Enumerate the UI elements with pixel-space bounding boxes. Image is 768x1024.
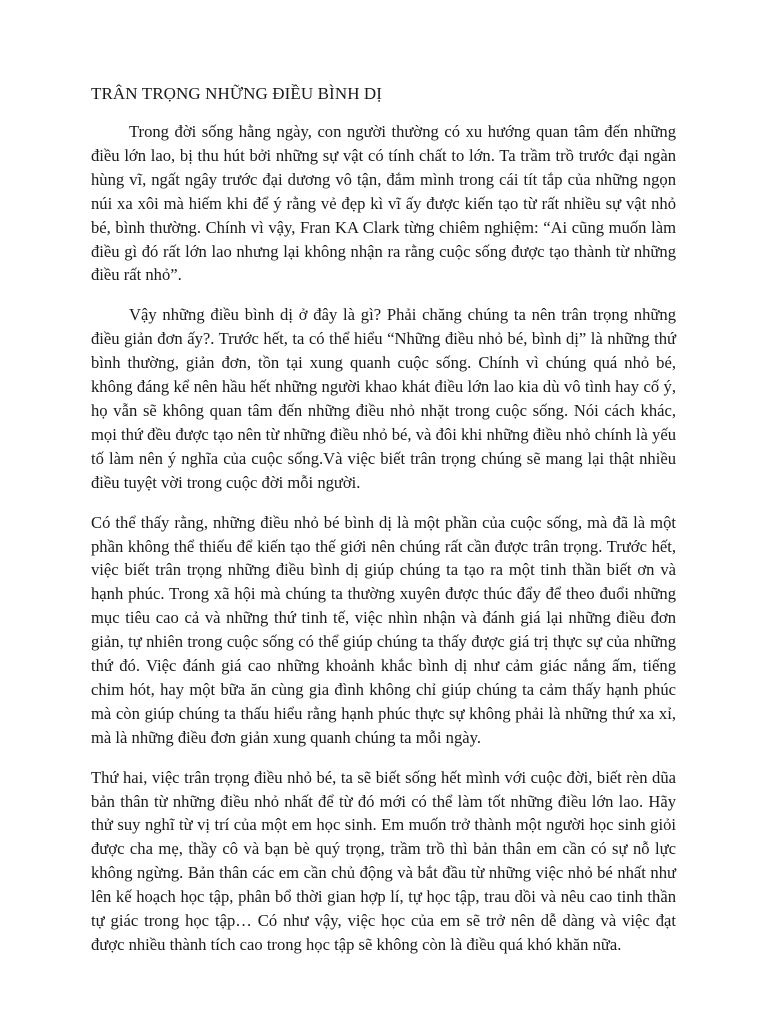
document-title: TRÂN TRỌNG NHỮNG ĐIỀU BÌNH DỊ	[91, 84, 383, 103]
paragraph-4: Thứ hai, việc trân trọng điều nhỏ bé, ta sẽ biết sống hết mình với cuộc đời, biết rèn dũa bản thân từ những điều nhỏ nhất để từ đó mới có thể làm tốt những điều lớn lao. Hãy thử suy nghĩ từ vị trí của một em học sinh. Em muốn trở thành một người học sinh giỏi được cha mẹ, thầy cô và bạn bè quý trọng, trầm trồ thì bản thân em cần có sự nỗ lực không ngừng. Bản thân các em cần chủ động và bắt đầu từ những việc nhỏ bé nhất như lên kế hoạch học tập, phân bổ thời gian hợp lí, tự học tập, trau dồi và nêu cao tinh thần tự giác trong học tập… Có như vậy, việc học của em sẽ trở nên dễ dàng và việc đạt được nhiều thành tích cao trong học tập sẽ không còn là điều quá khó khăn nữa.	[91, 767, 676, 954]
paragraph-3: Có thể thấy rằng, những điều nhỏ bé bình dị là một phần của cuộc sống, mà đã là một phần không thể thiếu để kiến tạo thế giới nên chúng rất cần được trân trọng. Trước hết, việc biết trân trọng những điều bình dị giúp chúng ta tạo ra một tinh thần biết ơn và hạnh phúc. Trong xã hội mà chúng ta thường xuyên được thúc đẩy để theo đuổi những mục tiêu cao cả và những thứ tinh tế, việc nhìn nhận và đánh giá lại những điều đơn giản, tự nhiên trong cuộc sống có thể giúp chúng ta thấy được giá trị thực sự của những thứ đó. Việc đánh giá cao những khoảnh khắc bình dị như cảm giác nắng ấm, tiếng chim hót, hay một bữa ăn cùng gia đình không chỉ giúp chúng ta cảm thấy hạnh phúc mà còn giúp chúng ta thấu hiểu rằng hạnh phúc thực sự không phải là những thứ xa xỉ, mà là những điều đơn giản xung quanh chúng ta mỗi ngày.	[91, 512, 676, 747]
document-body	[91, 82, 676, 973]
paragraph-2: Vậy những điều bình dị ở đây là gì? Phải chăng chúng ta nên trân trọng những điều giản đơn ấy?. Trước hết, ta có thể hiểu “Những điều nhỏ bé, bình dị” là những thứ bình thường, giản đơn, tồn tại xung quanh cuộc sống. Chính vì chúng quá nhỏ bé, không đáng kể nên hầu hết những người khao khát điều lớn lao kia dù vô tình hay cố ý, họ vẫn sẽ không quan tâm đến những điều nhỏ nhặt trong cuộc sống. Nói cách khác, mọi thứ đều được tạo nên từ những điều nhỏ bé, và đôi khi những điều nhỏ chính là yếu tố làm nên ý nghĩa của cuộc sống.Và việc biết trân trọng chúng sẽ mang lại thật nhiều điều tuyệt vời trong cuộc đời mỗi người.	[91, 305, 676, 492]
paragraph-1: Trong đời sống hằng ngày, con người thường có xu hướng quan tâm đến những điều lớn lao, bị thu hút bởi những sự vật có tính chất to lớn. Ta trầm trồ trước đại ngàn hùng vĩ, ngất ngây trước đại dương vô tận, đắm mình trong cái tít tắp của những ngọn núi xa xôi mà hiếm khi để ý rằng vẻ đẹp kì vĩ ấy được kiến tạo từ rất nhiều sự vật nhỏ bé, bình thường. Chính vì vậy, Fran KA Clark từng chiêm nghiệm: “Ai cũng muốn làm điều gì đó rất lớn lao nhưng lại không nhận ra rằng cuộc sống được tạo thành từ những điều rất nhỏ”.	[91, 122, 676, 285]
